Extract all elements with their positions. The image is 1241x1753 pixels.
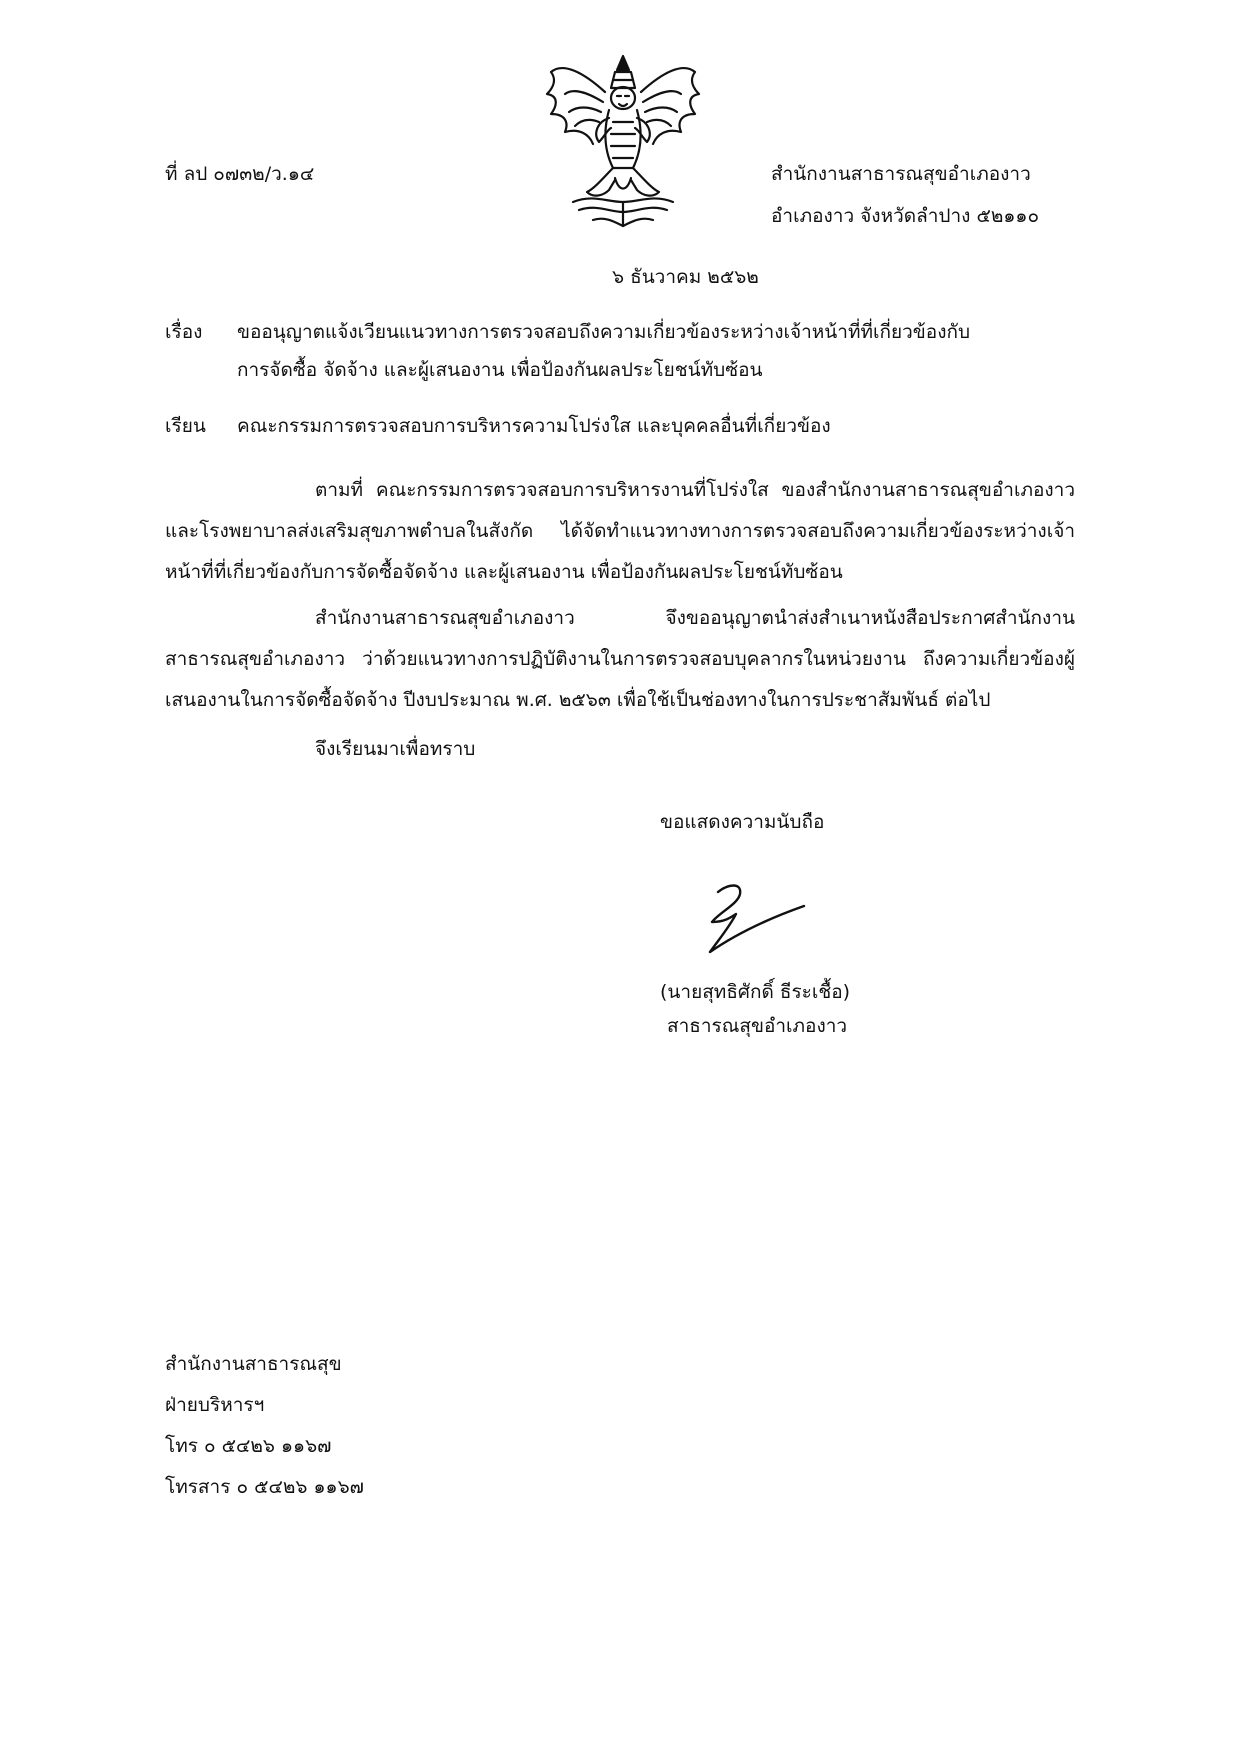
letter-date: ๖ ธันวาคม ๒๕๖๒	[612, 266, 759, 288]
closing-line: จึงเรียนมาเพื่อทราบ	[315, 738, 476, 760]
footer-fax: โทรสาร ๐ ๕๔๒๖ ๑๑๖๗	[165, 1476, 364, 1498]
addressee-label: เรียน	[165, 415, 206, 437]
subject-line-1: ขออนุญาตแจ้งเวียนแนวทางการตรวจสอบถึงความเกี่ยวข้องระหว่างเจ้าหน้าที่ที่เกี่ยวข้องกับ	[237, 321, 971, 343]
regards-text: ขอแสดงความนับถือ	[660, 811, 825, 833]
footer-section: ฝ่ายบริหารฯ	[165, 1394, 265, 1416]
handwritten-signature	[690, 878, 810, 958]
org-name: สำนักงานสาธารณสุขอำเภองาว	[771, 163, 1031, 185]
garuda-emblem-icon	[543, 52, 703, 230]
signer-name: (นายสุทธิศักดิ์ ธีระเชื้อ)	[660, 981, 851, 1003]
signer-position: สาธารณสุขอำเภองาว	[667, 1015, 848, 1037]
body-paragraph-2: สำนักงานสาธารณสุขอำเภองาว จึงขออนุญาตนำส่งสำเนาหนังสือประกาศสำนักงานสาธารณสุขอำเภองาว ว่าด้วยแนวทางการปฏิบัติงานในการตรวจสอบบุคลากรในหน่วยงาน ถึงความเกี่ยวข้องผู้เสนองานในการจัดซื้อจัดจ้าง ปีงบประมาณ พ.ศ. ๒๕๖๓ เพื่อใช้เป็นช่องทางในการประชาสัมพันธ์ ต่อไป	[165, 607, 1075, 711]
addressee-text: คณะกรรมการตรวจสอบการบริหารความโปร่งใส และบุคคลอื่นที่เกี่ยวข้อง	[237, 415, 831, 437]
subject-label: เรื่อง	[165, 321, 203, 343]
reference-number: ที่ ลป ๐๗๓๒/ว.๑๔	[165, 163, 315, 185]
body-paragraph-1: ตามที่ คณะกรรมการตรวจสอบการบริหารงานที่โปร่งใส ของสำนักงานสาธารณสุขอำเภองาว และโรงพยาบาลส่งเสริมสุขภาพตำบลในสังกัด ได้จัดทำแนวทางทางการตรวจสอบถึงความเกี่ยวข้องระหว่างเจ้าหน้าที่ที่เกี่ยวข้องกับการจัดซื้อจัดจ้าง และผู้เสนองาน เพื่อป้องกันผลประโยชน์ทับซ้อน	[165, 479, 1075, 583]
subject-line-2: การจัดซื้อ จัดจ้าง และผู้เสนองาน เพื่อป้องกันผลประโยชน์ทับซ้อน	[237, 359, 763, 381]
footer-department: สำนักงานสาธารณสุข	[165, 1353, 342, 1375]
footer-phone: โทร ๐ ๕๔๒๖ ๑๑๖๗	[165, 1435, 332, 1457]
org-address: อำเภองาว จังหวัดลำปาง ๕๒๑๑๐	[771, 205, 1040, 227]
